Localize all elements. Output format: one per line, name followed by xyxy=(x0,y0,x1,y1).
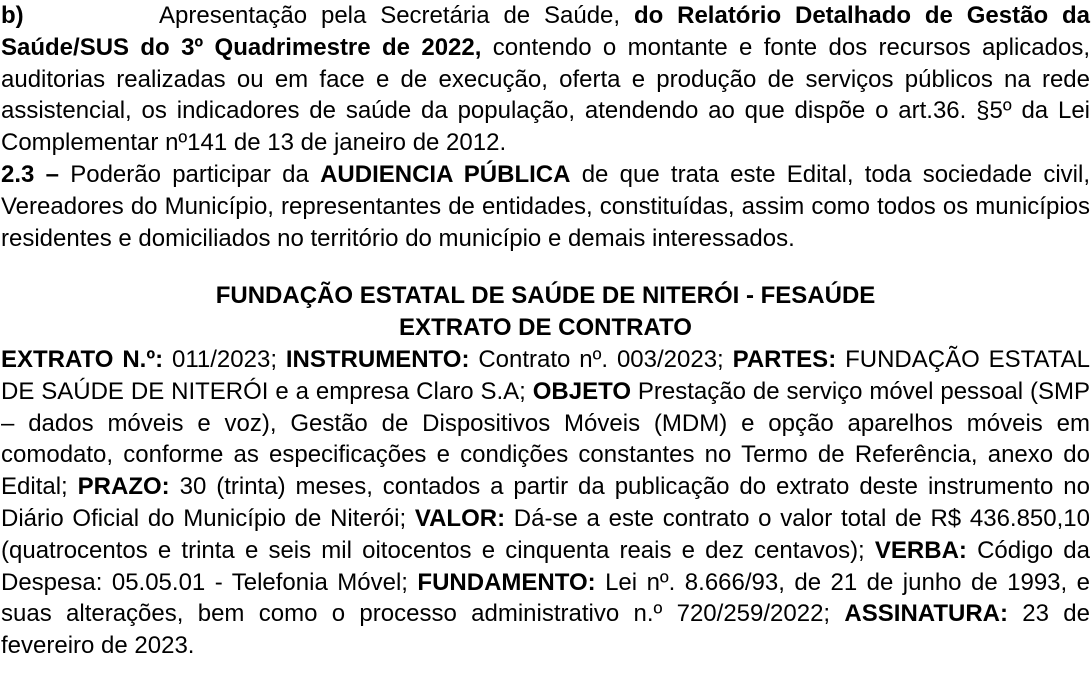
contract-heading xyxy=(1,280,1090,344)
partes-value: FUNDAÇÃO ESTATAL DE SAÚDE DE NITERÓI e a empresa Claro S.A; xyxy=(1,345,1090,405)
assinatura-value: 23 de fevereiro de 2023. xyxy=(1,600,1091,660)
partes-label: PARTES: xyxy=(732,345,837,373)
extrato-value: 011/2023; xyxy=(163,345,286,373)
item-b-text-1: Apresentação pela Secretária de Saúde, xyxy=(159,2,634,29)
item-b-report-title: do Relatório Detalhado de Gestão da Saúde/SUS do 3º Quadrimestre de 2022, xyxy=(1,2,1090,61)
item-b-text-2: contendo o montante e fonte dos recursos aplicados, auditorias realizadas ou em face e de execução, oferta e produção de serviços públicos na rede assistencial, os indicadores de saúde da população, atendendo ao que dispõe o art.36. §5º da Lei Complementar nº141 de 13 de janeiro de 2012. xyxy=(1,33,1091,157)
item-b-paragraph xyxy=(1,0,1090,159)
item-2-3-hearing-name: AUDIENCIA PÚBLICA xyxy=(320,160,571,188)
fundamento-value: Lei nº. 8.666/93, de 21 de junho de 1993, e suas alterações, bem como o processo administrativo n.º 720/259/2022; xyxy=(1,568,1090,628)
objeto-label: OBJETO xyxy=(532,377,631,405)
item-2-3-text-2: de que trata este Edital, toda sociedade civil, Vereadores do Município, representantes de entidades, constituídas, assim como todos os municípios residentes e domiciliados no território do município e demais interessados. xyxy=(1,160,1091,252)
prazo-value: 30 (trinta) meses, contados a partir da publicação do extrato deste instrumento no Diário Oficial do Município de Niterói; xyxy=(1,473,1090,532)
item-2-3-text-1: Poderão participar da xyxy=(58,160,321,188)
instrumento-label: INSTRUMENTO: xyxy=(285,345,470,373)
organization-title: FUNDAÇÃO ESTATAL DE SAÚDE DE NITERÓI - FESAÚDE xyxy=(215,282,876,310)
item-2-3-paragraph xyxy=(1,159,1090,254)
assinatura-label: ASSINATURA: xyxy=(844,600,1008,628)
verba-value: Código da Despesa: 05.05.01 - Telefonia Móvel; xyxy=(1,536,1090,596)
item-b-label: b) xyxy=(1,2,24,29)
instrumento-value: Contrato nº. 003/2023; xyxy=(469,345,733,373)
verba-label: VERBA: xyxy=(874,536,967,564)
objeto-value: Prestação de serviço móvel pessoal (SMP – dados móveis e voz), Gestão de Dispositivos Móveis (MDM) e opção aparelhos móveis em comodato, conforme as especificações e condições constantes no Termo de Referência, anexo do Edital; xyxy=(1,377,1090,501)
contract-extract-paragraph xyxy=(1,344,1090,662)
fundamento-label: FUNDAMENTO: xyxy=(417,568,596,596)
extrato-label: EXTRATO N.º: xyxy=(1,345,164,373)
valor-label: VALOR: xyxy=(414,504,506,532)
section-title: EXTRATO DE CONTRATO xyxy=(399,314,692,342)
item-2-3-label: 2.3 – xyxy=(1,160,59,188)
valor-value: Dá-se a este contrato o valor total de R$ 436.850,10 (quatrocentos e trinta e seis mil oitocentos e cinquenta reais e dez centavos); xyxy=(1,504,1090,564)
prazo-label: PRAZO: xyxy=(77,473,170,501)
